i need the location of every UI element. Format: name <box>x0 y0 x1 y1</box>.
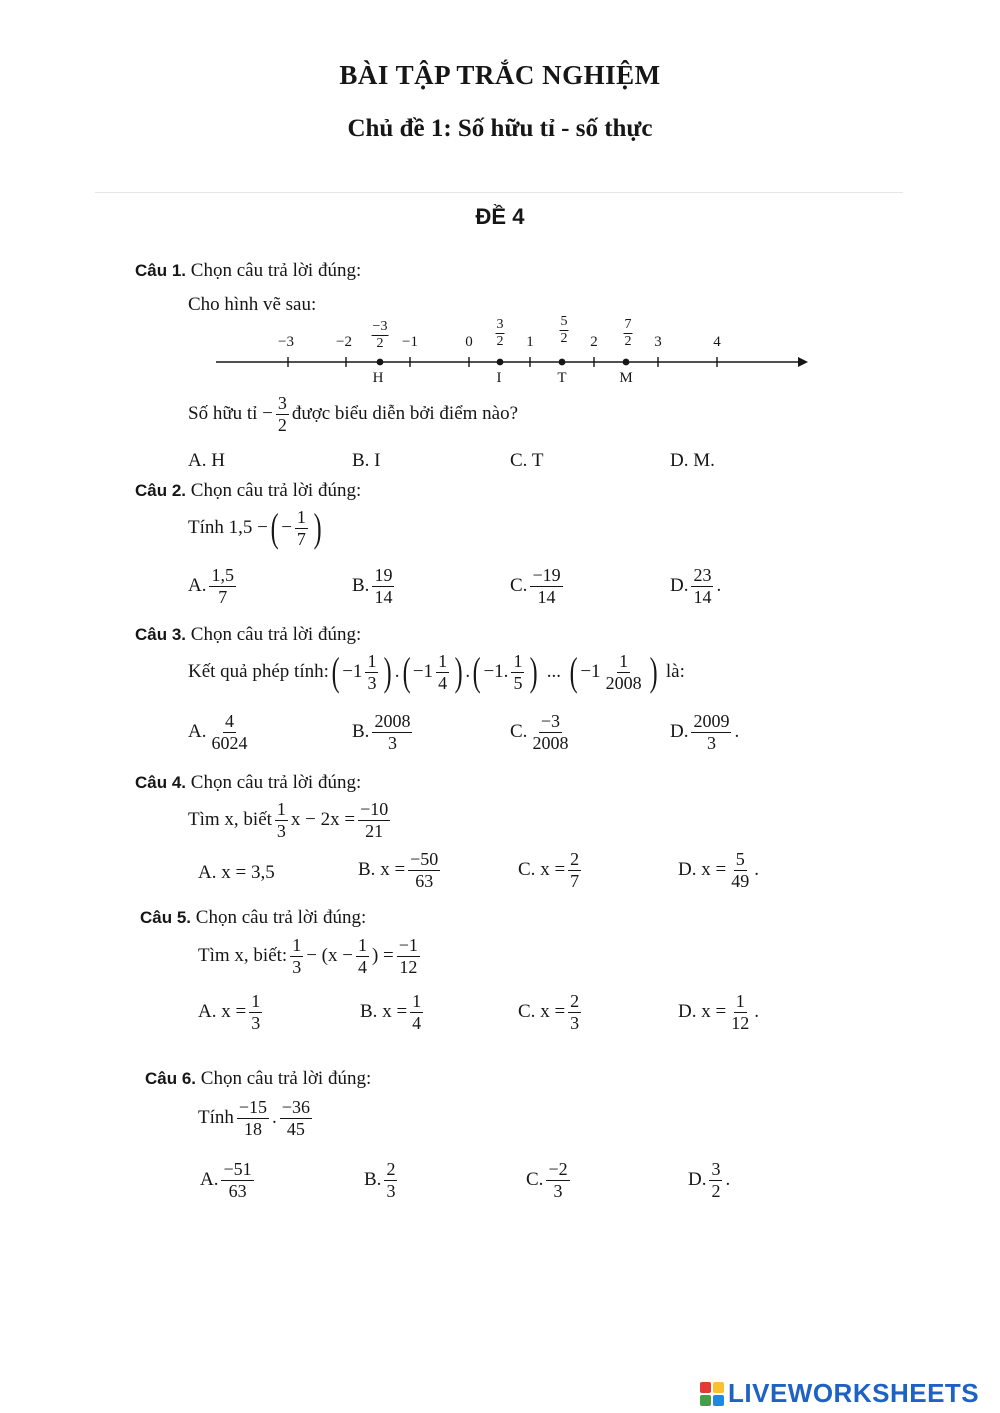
nl-point-T: T <box>557 370 567 386</box>
q6-option-b[interactable]: B. $\frac{2}{3}$ <box>364 1159 396 1201</box>
question-4-prompt: Chọn câu trả lời đúng: <box>190 772 362 793</box>
nl-point-H: H <box>372 370 384 386</box>
q4-option-c[interactable]: C. x = $\frac{2}{7}$ <box>518 849 580 891</box>
q3-option-a[interactable]: A. $\frac{4}{6024}$ <box>188 711 248 753</box>
question-4-header <box>135 772 361 794</box>
nl-label-0: 0 <box>465 334 473 350</box>
q2-option-d[interactable]: D. $\frac{23}{14}$ . <box>670 565 722 607</box>
q3-option-b[interactable]: B. $\frac{2008}{3}$ <box>352 711 411 753</box>
q1-option-a[interactable]: A. H <box>188 450 225 471</box>
question-1-intro: Cho hình vẽ sau: <box>188 294 317 315</box>
question-2-header <box>135 480 361 502</box>
q6-option-d[interactable]: D. $\frac{3}{2}$ . <box>688 1159 731 1201</box>
q5-option-d[interactable]: D. x = $\frac{1}{12}$ . <box>678 991 759 1033</box>
q2-option-a[interactable]: A. $\frac{1,5}{7}$ <box>188 565 234 607</box>
question-1-prompt: Chọn câu trả lời đúng: <box>190 260 362 281</box>
question-3-header <box>135 624 361 646</box>
nl-label-minus1: −1 <box>402 334 418 350</box>
question-1-text: Số hữu tỉ − $\frac{3}{2}$ được biểu diễn bởi điểm nào? <box>188 393 519 435</box>
question-3-label: Câu 3. <box>135 625 187 644</box>
question-6-label: Câu 6. <box>145 1069 197 1088</box>
q5-option-b[interactable]: B. x = $\frac{1}{4}$ <box>360 991 422 1033</box>
liveworksheets-brand: LIVEWORKSHEETS <box>728 1378 980 1408</box>
nl-label-3: 3 <box>654 334 662 350</box>
nl-label-4: 4 <box>713 334 721 350</box>
worksheet-title: BÀI TẬP TRẮC NGHIỆM <box>339 60 661 90</box>
question-1-label: Câu 1. <box>135 261 187 280</box>
q4-option-d[interactable]: D. x = $\frac{5}{49}$ . <box>678 849 759 891</box>
nl-frac-3-2: $\frac{3}{2}$ <box>496 317 504 349</box>
nl-frac-minus3-2: $\frac{-3}{2}$ <box>372 319 388 351</box>
q3-option-d[interactable]: D. $\frac{2009}{3}$ . <box>670 711 740 753</box>
liveworksheets-icon <box>700 1382 724 1406</box>
q1-fraction: $\frac{3}{2}$ <box>277 393 287 435</box>
exam-number: ĐỀ 4 <box>475 204 525 229</box>
nl-frac-7-2: $\frac{7}{2}$ <box>624 317 632 349</box>
q6-option-c[interactable]: C. $\frac{-2}{3}$ <box>526 1159 568 1201</box>
question-5-prompt: Chọn câu trả lời đúng: <box>195 907 367 928</box>
q4-option-a[interactable]: A. x = 3,5 <box>198 862 275 883</box>
nl-label-2: 2 <box>590 334 598 350</box>
liveworksheets-logo <box>700 1378 979 1409</box>
q4-option-b[interactable]: B. x = $\frac{-50}{63}$ <box>358 849 439 891</box>
question-2-expression: Tính 1,5 − ( − $\frac{1}{7}$ ) <box>188 505 322 551</box>
question-4-expression: Tìm x, biết $\frac{1}{3}$ x − 2x = $\frac{-10}{21}$ <box>188 799 389 841</box>
question-3-prompt: Chọn câu trả lời đúng: <box>190 624 362 645</box>
q1-option-b[interactable]: B. I <box>352 450 381 471</box>
question-1-header <box>135 260 361 282</box>
question-2-label: Câu 2. <box>135 481 187 500</box>
worksheet-subtitle: Chủ đề 1: Số hữu tỉ - số thực <box>347 115 653 142</box>
q2-option-c[interactable]: C. $\frac{-19}{14}$ <box>510 565 561 607</box>
q3-option-c[interactable]: C. $\frac{-3}{2008}$ <box>510 711 569 753</box>
number-line <box>210 312 810 392</box>
nl-label-1: 1 <box>526 334 534 350</box>
question-4-label: Câu 4. <box>135 773 187 792</box>
q1-option-c[interactable]: C. T <box>510 450 544 471</box>
question-5-header <box>140 907 366 929</box>
nl-label-minus3: −3 <box>278 334 294 350</box>
q5-option-c[interactable]: C. x = $\frac{2}{3}$ <box>518 991 580 1033</box>
nl-label-minus2: −2 <box>336 334 352 350</box>
q2-option-b[interactable]: B. $\frac{19}{14}$ <box>352 565 393 607</box>
q5-option-a[interactable]: A. x = $\frac{1}{3}$ <box>198 991 261 1033</box>
question-6-prompt: Chọn câu trả lời đúng: <box>200 1068 372 1089</box>
question-2-prompt: Chọn câu trả lời đúng: <box>190 480 362 501</box>
q1-option-d[interactable]: D. M. <box>670 450 715 471</box>
q6-option-a[interactable]: A. $\frac{-51}{63}$ <box>200 1159 252 1201</box>
nl-point-I: I <box>496 370 502 386</box>
question-6-expression: Tính $\frac{-15}{18}$ . $\frac{-36}{45}$ <box>198 1097 310 1139</box>
divider <box>95 192 903 193</box>
nl-point-M: M <box>619 370 633 386</box>
nl-frac-5-2: $\frac{5}{2}$ <box>560 314 568 346</box>
question-3-expression: Kết quả phép tính: ( −1 $\frac{1}{3}$ ) . ( −1 $\frac{1}{4}$ ) . ( −1. $\frac{1}{5}$ ) ... ( −1 $\frac{1}{2008}$ ) là: <box>188 649 685 695</box>
question-5-expression: Tìm x, biết: $\frac{1}{3}$ − (x − $\frac{1}{4}$ ) = $\frac{-1}{12}$ <box>198 935 418 977</box>
question-5-label: Câu 5. <box>140 908 192 927</box>
question-6-header <box>145 1068 371 1090</box>
number-line-axis <box>210 312 810 392</box>
